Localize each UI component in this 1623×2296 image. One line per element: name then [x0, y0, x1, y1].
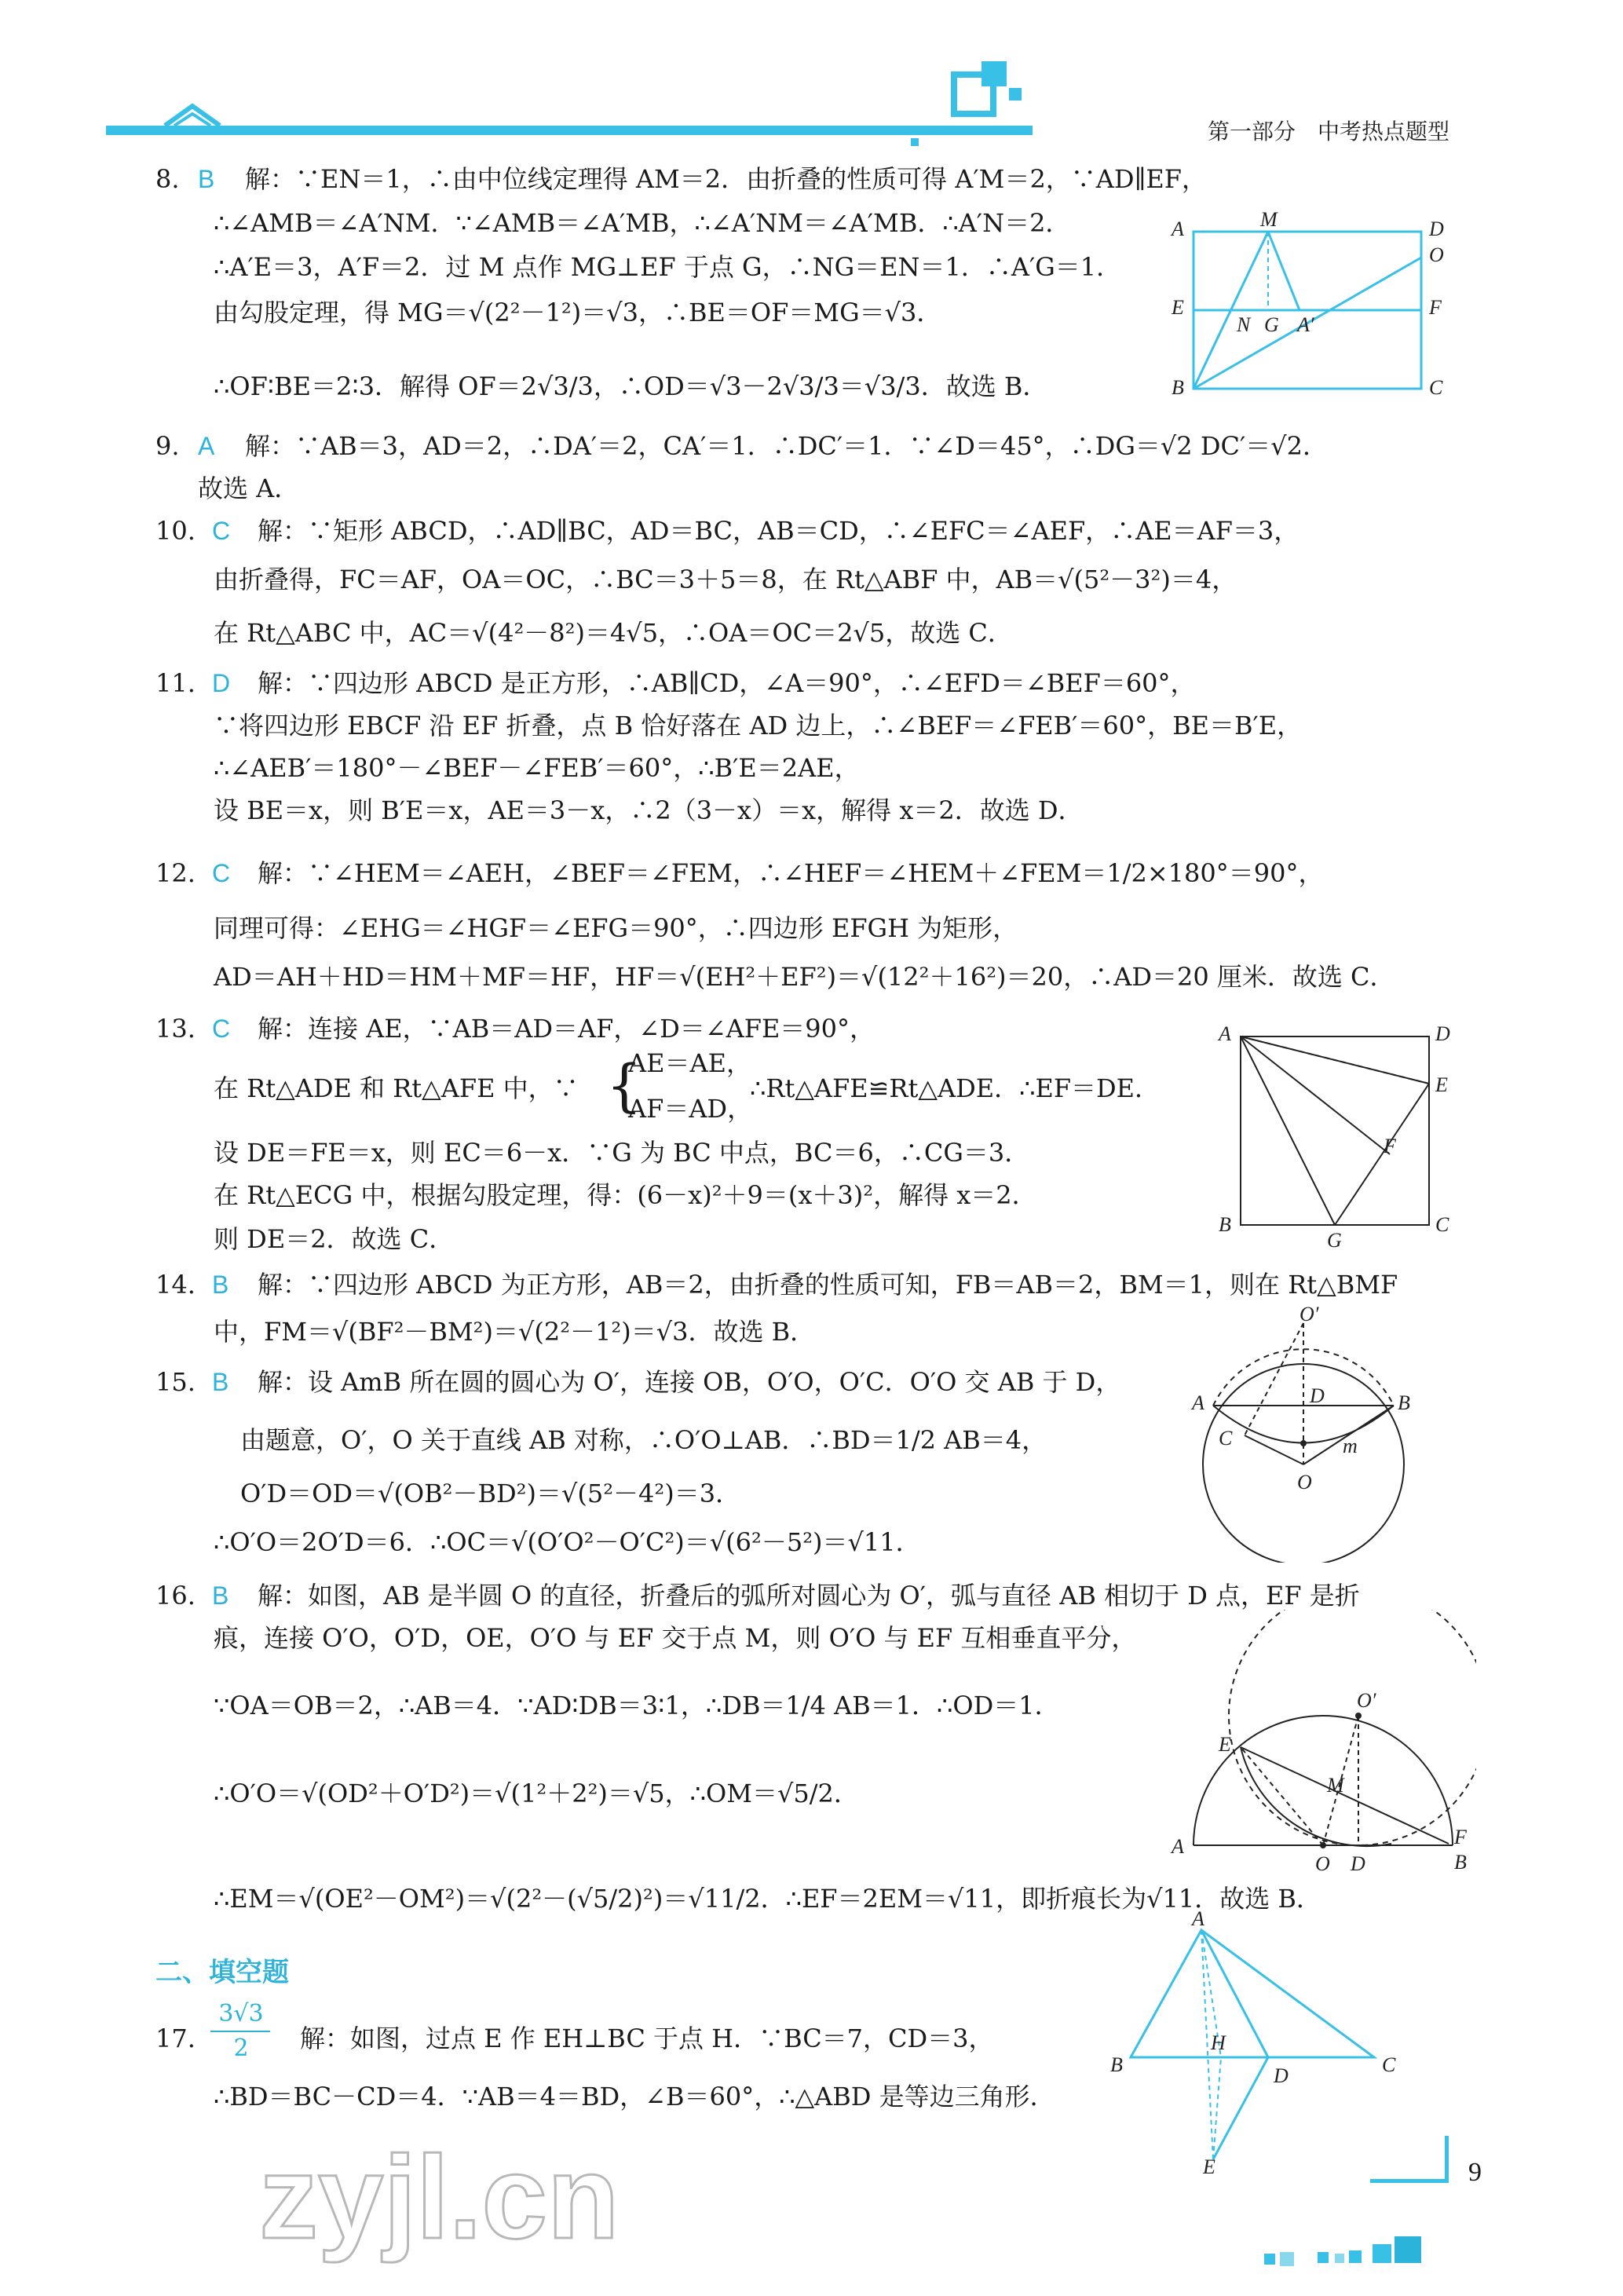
fig8-label-O: O: [1429, 243, 1444, 266]
q14-number: 14.: [155, 1270, 196, 1300]
fig13-label-G: G: [1327, 1229, 1342, 1249]
q13-line2d: ∴Rt△AFE≌Rt△ADE．∴EF＝DE．: [750, 1073, 1161, 1103]
fig8-label-F: F: [1429, 296, 1442, 319]
q17-number: 17.: [155, 2024, 196, 2053]
q8-line4: 由勾股定理，得 MG＝√(2²－1²)＝√3，∴BE＝OF＝MG＝√3．: [214, 298, 942, 327]
q15-line3: O′D＝OD＝√(OB²－BD²)＝√(5²－4²)＝3．: [240, 1479, 741, 1508]
q13-brace: {: [606, 1052, 642, 1118]
q16-line1: 解：如图，AB 是半圆 O 的直径，折叠后的弧所对圆心为 O′，弧与直径 AB 相切于 D 点，EF 是折: [258, 1581, 1360, 1610]
fig15-label-B: B: [1398, 1391, 1410, 1414]
fig13-label-A: A: [1219, 1022, 1231, 1045]
q13-line1: 解：连接 AE，∵AB＝AD＝AF，∠D＝∠AFE＝90°，: [258, 1014, 875, 1044]
fig16-label-F: F: [1454, 1826, 1467, 1848]
fig15-label-m: m: [1343, 1435, 1358, 1457]
fig13-label-B: B: [1219, 1213, 1231, 1236]
q11-number: 11.: [155, 668, 196, 698]
fig8-label-N: N: [1237, 313, 1251, 336]
watermark: [251, 2120, 691, 2272]
q12-line2: 同理可得：∠EHG＝∠HGF＝∠EFG＝90°，∴四边形 EFGH 为矩形，: [214, 913, 1018, 943]
fig13-label-C: C: [1435, 1213, 1449, 1236]
q9-line2: 故选 A．: [198, 473, 300, 503]
fig17-label-A: A: [1192, 1908, 1204, 1930]
q10-line1: 解：∵矩形 ABCD，∴AD∥BC，AD＝BC，AB＝CD，∴∠EFC＝∠AEF，∴AE＝AF＝3，: [258, 516, 1299, 546]
fig16-label-A: A: [1172, 1835, 1184, 1858]
fig16-label-B: B: [1454, 1851, 1467, 1874]
fig13-label-D: D: [1435, 1022, 1450, 1045]
fig16-label-D: D: [1351, 1852, 1365, 1875]
q16-line2: 痕，连接 O′O，O′D，OE，O′O 与 EF 交于点 M，则 O′O 与 EF 互相垂直平分，: [214, 1623, 1137, 1653]
fig13-label-E: E: [1435, 1073, 1448, 1096]
q12-line1: 解：∵∠HEM＝∠AEH，∠BEF＝∠FEM，∴∠HEF＝∠HEM＋∠FEM＝1/2×180°＝90°，: [258, 858, 1324, 888]
page-number: 9: [1468, 2158, 1482, 2187]
q17-answer-numerator: 3√3: [218, 2000, 264, 2027]
header-title: 第一部分 中考热点题型: [1208, 119, 1450, 144]
q16-line4: ∴O′O＝√(OD²＋O′D²)＝√(1²＋2²)＝√5，∴OM＝√5/2．: [214, 1779, 859, 1808]
fig8-label-M: M: [1260, 212, 1278, 231]
q16-answer: B: [212, 1581, 229, 1610]
q9-line1: 解：∵AB＝3，AD＝2，∴DA′＝2，CA′＝1．∴DC′＝1．∵∠D＝45°，∴DG＝√2 DC′＝√2．: [245, 431, 1328, 461]
q12-line3: AD＝AH＋HD＝HM＋MF＝HF，HF＝√(EH²＋EF²)＝√(12²＋16²)＝20，∴AD＝20 厘米．故选 C．: [214, 962, 1395, 992]
q11-line2: ∵将四边形 EBCF 沿 EF 折叠，点 B 恰好落在 AD 边上，∴∠BEF＝∠FEB′＝60°，BE＝B′E，: [214, 711, 1303, 740]
q13-answer: C: [212, 1015, 231, 1043]
q8-answer: B: [198, 165, 215, 193]
fig17-label-C: C: [1382, 2053, 1396, 2076]
q9-answer: A: [198, 432, 215, 460]
q10-line2: 由折叠得，FC＝AF，OA＝OC，∴BC＝3＋5＝8，在 Rt△ABF 中，AB＝√(5²－3²)＝4，: [214, 565, 1237, 594]
q13-line2b: AE＝AE，: [628, 1048, 751, 1078]
fig16-label-O: O: [1315, 1852, 1330, 1875]
q17-answer-denominator: 2: [233, 2035, 249, 2062]
q12-number: 12.: [155, 858, 196, 888]
q15-figure: [1186, 1303, 1468, 1563]
q15-answer: B: [212, 1368, 229, 1396]
q13-line3: 设 DE＝FE＝x，则 EC＝6－x．∵G 为 BC 中点，BC＝6，∴CG＝3．: [214, 1138, 1030, 1168]
q14-line1: 解：∵四边形 ABCD 为正方形，AB＝2，由折叠的性质可知，FB＝AB＝2，BM＝1，则在 Rt△BMF: [258, 1270, 1398, 1300]
q13-number: 13.: [155, 1014, 196, 1044]
fig17-label-E: E: [1203, 2155, 1215, 2175]
q16-figure: [1162, 1610, 1476, 1892]
fig15-label-C: C: [1219, 1427, 1233, 1450]
fig17-label-D: D: [1274, 2064, 1289, 2087]
footer-squares-graphic: [1256, 2136, 1492, 2277]
q11-line3: ∴∠AEB′＝180°－∠BEF－∠FEB′＝60°，∴B′E＝2AE，: [214, 753, 860, 783]
q15-line4: ∴O′O＝2O′D＝6．∴OC＝√(O′O²－O′C²)＝√(6²－5²)＝√11．: [214, 1527, 921, 1557]
q17-line1: 解：如图，过点 E 作 EH⊥BC 于点 H．∵BC＝7，CD＝3，: [300, 2024, 994, 2053]
q13-line4: 在 Rt△ECG 中，根据勾股定理，得：(6－x)²＋9＝(x＋3)²，解得 x＝2．: [214, 1180, 1037, 1210]
fig8-label-B: B: [1172, 376, 1184, 399]
fig13-label-F: F: [1384, 1135, 1396, 1157]
q16-line3: ∵OA＝OB＝2，∴AB＝4．∵AD∶DB＝3∶1，∴DB＝1/4 AB＝1．∴OD＝1．: [214, 1691, 1060, 1720]
fig17-label-H: H: [1211, 2031, 1226, 2054]
fig15-label-O1: O′: [1299, 1303, 1319, 1325]
q8-figure: [1162, 212, 1460, 400]
fig8-label-D: D: [1429, 218, 1444, 240]
q8-line2: ∴∠AMB＝∠A′NM．∵∠AMB＝∠A′MB，∴∠A′NM＝∠A′MB．∴A′N＝2．: [214, 208, 1071, 238]
fig8-label-G: G: [1264, 313, 1279, 336]
fig17-label-B: B: [1110, 2053, 1123, 2076]
q15-line2: 由题意，O′，O 关于直线 AB 对称，∴O′O⊥AB．∴BD＝1/2 AB＝4，: [240, 1425, 1047, 1455]
watermark-graphic: [251, 2120, 691, 2269]
q13-line5: 则 DE＝2．故选 C．: [214, 1224, 455, 1254]
q17-answer-fraction-bar: [210, 2031, 270, 2032]
watermark-text: zyjl.cn: [259, 2131, 620, 2263]
q8-line5: ∴OF∶BE＝2∶3．解得 OF＝2√3/3，∴OD＝√3－2√3/3＝√3/3．故选 B．: [214, 371, 1048, 401]
q8-number: 8.: [155, 164, 180, 194]
q16-line5: ∴EM＝√(OE²－OM²)＝√(2²－(√5/2)²)＝√11/2．∴EF＝2EM＝√11，即折痕长为√11．故选 B．: [214, 1884, 1321, 1914]
footer-decoration: [1256, 2136, 1492, 2277]
fig8-label-A1: A′: [1297, 313, 1314, 336]
q15-number: 15.: [155, 1367, 196, 1397]
section-fill-in-title: 二、填空题: [155, 1958, 289, 1987]
fig8-label-C: C: [1429, 376, 1443, 399]
q13-line2a: 在 Rt△ADE 和 Rt△AFE 中，∵: [214, 1073, 579, 1103]
q17-line2: ∴BD＝BC－CD＝4．∵AB＝4＝BD，∠B＝60°，∴△ABD 是等边三角形．: [214, 2082, 1055, 2111]
fig8-label-E: E: [1172, 296, 1184, 319]
q8-line1: 解：∵EN＝1，∴由中位线定理得 AM＝2．由折叠的性质可得 A′M＝2，∵AD∥EF，: [245, 164, 1207, 194]
q14-answer: B: [212, 1270, 229, 1299]
q9-number: 9.: [155, 431, 180, 461]
q15-line1: 解：设 AmB 所在圆的圆心为 O′，连接 OB，O′O，O′C．O′O 交 AB 于 D，: [258, 1367, 1121, 1397]
q11-line1: 解：∵四边形 ABCD 是正方形，∴AB∥CD，∠A＝90°，∴∠EFD＝∠BEF＝60°，: [258, 668, 1196, 698]
q10-line3: 在 Rt△ABC 中，AC＝√(4²－8²)＝4√5，∴OA＝OC＝2√5，故选 C．: [214, 618, 1013, 648]
q8-line3: ∴A′E＝3，A′F＝2．过 M 点作 MG⊥EF 于点 G，∴NG＝EN＝1．∴A′G＝1．: [214, 252, 1122, 282]
fig15-label-D: D: [1310, 1384, 1325, 1407]
q11-line4: 设 BE＝x，则 B′E＝x，AE＝3－x，∴2（3－x）＝x，解得 x＝2．故选 D．: [214, 795, 1084, 825]
q12-answer: C: [212, 859, 231, 887]
q10-number: 10.: [155, 516, 196, 546]
fig8-label-A: A: [1172, 218, 1184, 240]
q10-answer: C: [212, 517, 231, 545]
q13-line2c: AF＝AD，: [628, 1094, 753, 1124]
fig15-label-A: A: [1192, 1391, 1204, 1414]
q16-number: 16.: [155, 1581, 196, 1610]
fig16-label-E: E: [1219, 1733, 1231, 1756]
q14-line2: 中，FM＝√(BF²－BM²)＝√(2²－1²)＝√3．故选 B．: [214, 1317, 816, 1347]
fig16-label-M: M: [1327, 1774, 1344, 1797]
fig15-label-O: O: [1297, 1471, 1312, 1493]
fig16-label-O1: O′: [1357, 1689, 1376, 1712]
q11-answer: D: [212, 669, 231, 697]
q13-figure: [1201, 1021, 1460, 1249]
q17-figure: [1099, 1908, 1429, 2175]
